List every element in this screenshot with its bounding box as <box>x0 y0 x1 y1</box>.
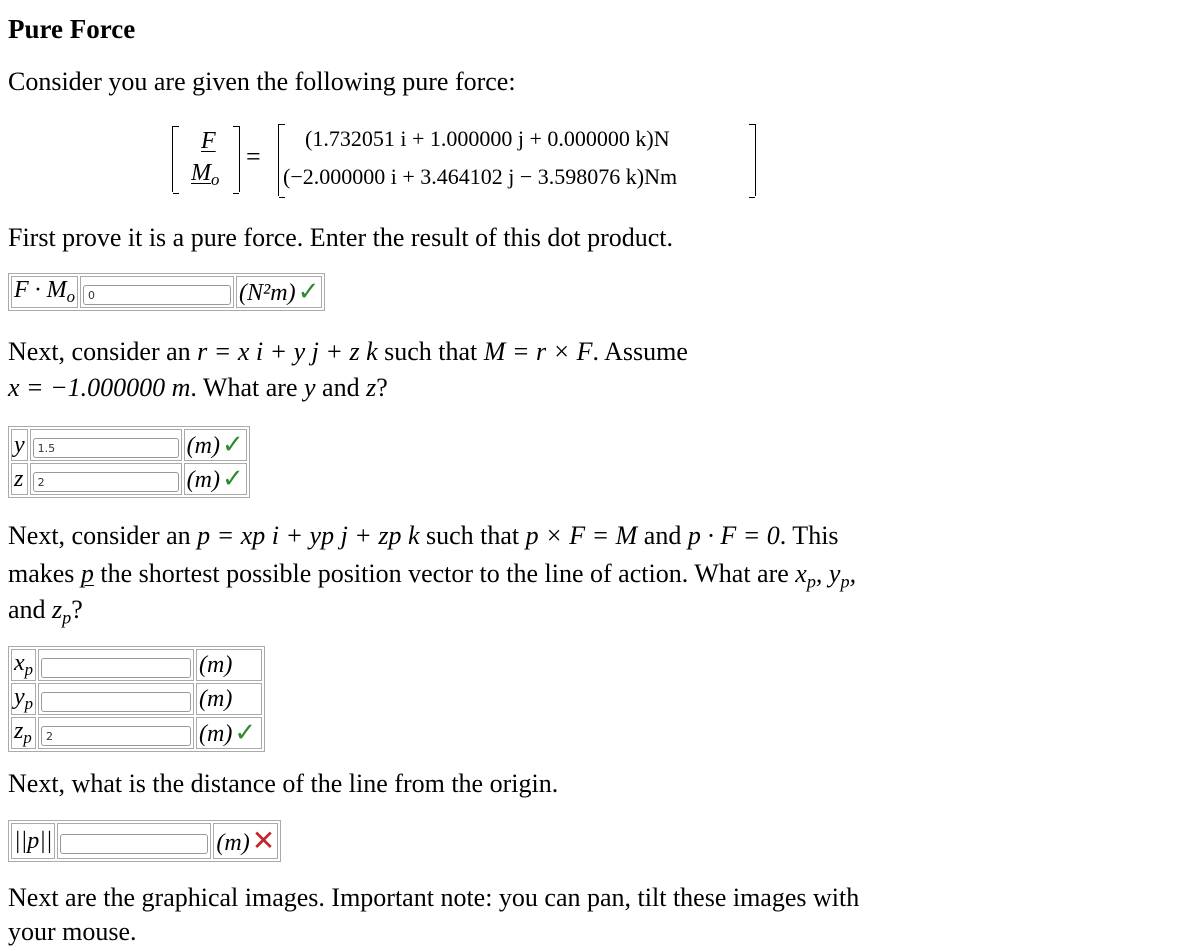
lhs-force: F <box>201 128 216 154</box>
p-components-table <box>8 646 265 752</box>
yp-input[interactable] <box>41 692 191 712</box>
dot-product-input[interactable] <box>83 285 231 305</box>
check-icon: ✓ <box>221 464 244 493</box>
table-row: $y_p$ (m) <box>11 683 262 715</box>
check-icon: ✓ <box>234 718 257 748</box>
moment-vector-row: (−2.000000 i + 3.464102 j − 3.598076 k)Nm <box>283 164 678 189</box>
footer-line1: Next are the graphical images. Important note: you can pan, tilt these images with <box>8 883 860 912</box>
table-row: z 2 (m)✓ <box>11 463 247 495</box>
lhs-moment: $M_o$ <box>191 160 220 190</box>
table-row: $x_p$ (m) <box>11 649 262 681</box>
table-row: y 1.5 (m)✓ <box>11 429 247 461</box>
xp-label: $x_p$ <box>11 649 36 681</box>
page-title: Pure Force <box>8 14 136 44</box>
footer-line2: your mouse. <box>8 917 137 946</box>
intro-text: Consider you are given the following pure force: <box>8 67 516 96</box>
q1-text: First prove it is a pure force. Enter the result of this dot product. <box>8 223 674 252</box>
force-equation <box>160 120 760 200</box>
q2-line1: Next, consider an r = x i + y j + z k such that M = r × F. Assume <box>8 337 688 366</box>
distance-input[interactable] <box>60 834 208 854</box>
y-input[interactable] <box>33 438 179 458</box>
cross-icon: ✕ <box>251 826 276 857</box>
check-icon: ✓ <box>221 430 244 459</box>
q4-text: Next, what is the distance of the line from the origin. <box>8 769 559 798</box>
check-icon: ✓ <box>297 277 320 307</box>
dot-product-unit: (N²m) <box>239 280 296 307</box>
q2-line2: x = −1.000000 m. What are y and z? <box>8 373 388 402</box>
zp-label: $z_p$ <box>11 717 36 749</box>
force-vector-row: (1.732051 i + 1.000000 j + 0.000000 k)N <box>305 126 670 151</box>
dot-product-table <box>8 273 325 311</box>
xp-input[interactable] <box>41 658 191 678</box>
q3-line2: makes p the shortest possible position vector to the line of action. What are $x_p$, $y_p$, <box>8 559 857 592</box>
dot-product-label: $F \cdot M_o$ <box>11 276 78 308</box>
y-label: y <box>11 429 28 461</box>
equals-sign: = <box>246 142 261 171</box>
q3-line3: and $z_p$? <box>8 595 83 628</box>
lhs-matrix <box>172 126 240 192</box>
q3-line1: Next, consider an p = xp i + yp j + zp k such that p × F = M and p · F = 0. This <box>8 521 839 550</box>
rhs-matrix <box>278 124 756 196</box>
table-row: $z_p$ 2 (m)✓ <box>11 717 262 749</box>
yz-table <box>8 426 250 498</box>
z-label: z <box>11 463 28 495</box>
zp-input[interactable] <box>41 726 191 746</box>
distance-table: ||p|| (m)✕ <box>8 820 281 862</box>
distance-label: ||p|| <box>11 823 55 859</box>
yp-label: $y_p$ <box>11 683 36 715</box>
z-input[interactable] <box>33 472 179 492</box>
